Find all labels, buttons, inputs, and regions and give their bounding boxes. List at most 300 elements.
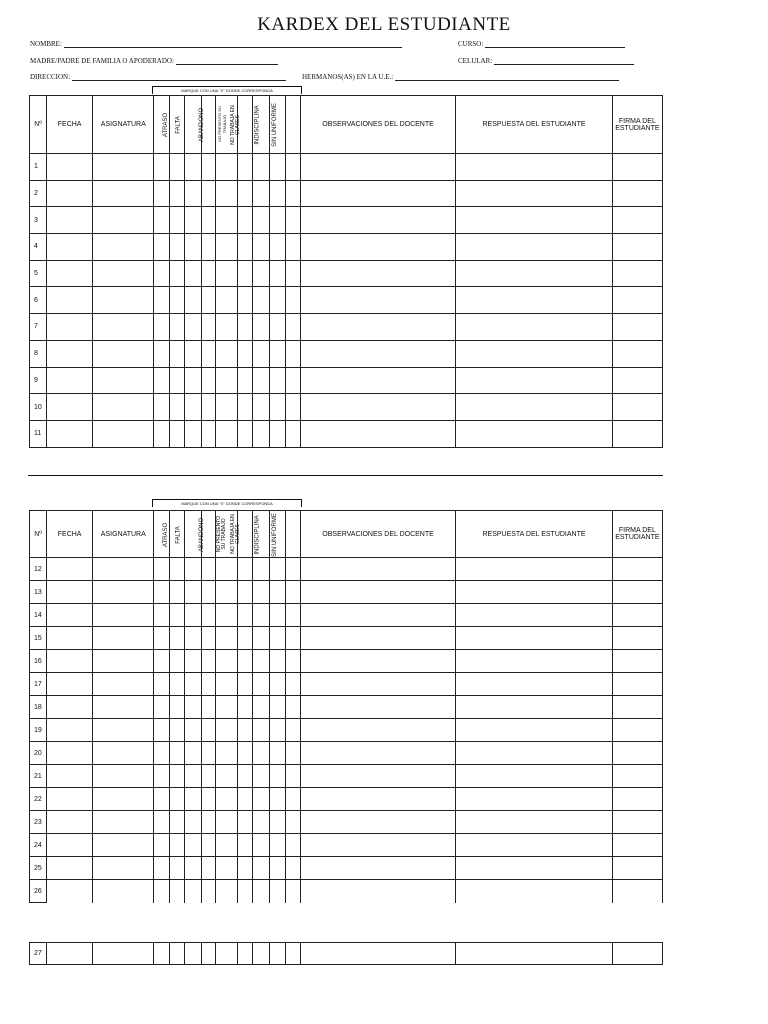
row-cell[interactable] <box>215 260 237 287</box>
row-cell[interactable] <box>300 943 455 965</box>
row-cell[interactable] <box>93 742 154 765</box>
row-cell[interactable] <box>237 765 252 788</box>
row-cell[interactable] <box>185 673 201 696</box>
row-cell[interactable] <box>93 604 154 627</box>
row-cell[interactable] <box>170 420 185 447</box>
row-cell[interactable] <box>456 314 612 341</box>
celular-field[interactable] <box>458 57 634 65</box>
row-cell[interactable] <box>201 719 215 742</box>
row-cell[interactable] <box>237 394 252 421</box>
row-cell[interactable] <box>170 742 185 765</box>
row-cell[interactable] <box>154 581 170 604</box>
row-cell[interactable] <box>612 788 662 811</box>
row-cell[interactable] <box>170 696 185 719</box>
row-cell[interactable] <box>252 627 269 650</box>
row-cell[interactable] <box>300 742 455 765</box>
row-cell[interactable] <box>201 234 215 261</box>
row-cell[interactable] <box>93 627 154 650</box>
row-cell[interactable] <box>170 180 185 207</box>
madre-padre-line[interactable] <box>176 57 278 65</box>
row-cell[interactable] <box>300 673 455 696</box>
row-cell[interactable] <box>269 673 285 696</box>
row-cell[interactable] <box>215 314 237 341</box>
row-cell[interactable] <box>47 696 93 719</box>
row-cell[interactable] <box>612 420 662 447</box>
row-cell[interactable] <box>237 420 252 447</box>
row-cell[interactable] <box>154 340 170 367</box>
row-cell[interactable] <box>185 943 201 965</box>
row-cell[interactable] <box>170 314 185 341</box>
row-cell[interactable] <box>47 558 93 581</box>
nombre-field[interactable] <box>30 40 402 48</box>
row-cell[interactable] <box>612 880 662 903</box>
row-cell[interactable] <box>93 811 154 834</box>
row-cell[interactable] <box>170 558 185 581</box>
row-cell[interactable] <box>237 604 252 627</box>
row-cell[interactable] <box>269 260 285 287</box>
row-cell[interactable] <box>47 234 93 261</box>
row-cell[interactable] <box>47 207 93 234</box>
row-cell[interactable] <box>154 765 170 788</box>
row-cell[interactable] <box>154 260 170 287</box>
row-cell[interactable] <box>215 604 237 627</box>
row-cell[interactable] <box>612 581 662 604</box>
direccion-line[interactable] <box>72 73 286 81</box>
row-cell[interactable] <box>612 287 662 314</box>
row-cell[interactable] <box>93 420 154 447</box>
row-cell[interactable] <box>285 650 300 673</box>
row-cell[interactable] <box>185 788 201 811</box>
curso-field[interactable] <box>458 40 625 48</box>
row-cell[interactable] <box>170 287 185 314</box>
row-cell[interactable] <box>185 420 201 447</box>
row-cell[interactable] <box>170 154 185 181</box>
row-cell[interactable] <box>269 742 285 765</box>
row-cell[interactable] <box>154 650 170 673</box>
row-cell[interactable] <box>47 834 93 857</box>
row-cell[interactable] <box>93 207 154 234</box>
row-cell[interactable] <box>237 234 252 261</box>
row-cell[interactable] <box>269 943 285 965</box>
row-cell[interactable] <box>252 340 269 367</box>
row-cell[interactable] <box>93 234 154 261</box>
row-cell[interactable] <box>47 314 93 341</box>
row-cell[interactable] <box>154 943 170 965</box>
row-cell[interactable] <box>612 180 662 207</box>
row-cell[interactable] <box>269 367 285 394</box>
row-cell[interactable] <box>269 811 285 834</box>
row-cell[interactable] <box>237 880 252 903</box>
row-cell[interactable] <box>456 287 612 314</box>
row-cell[interactable] <box>612 234 662 261</box>
row-cell[interactable] <box>252 811 269 834</box>
row-cell[interactable] <box>185 719 201 742</box>
row-cell[interactable] <box>185 581 201 604</box>
row-cell[interactable] <box>300 604 455 627</box>
row-cell[interactable] <box>252 650 269 673</box>
row-cell[interactable] <box>154 394 170 421</box>
row-cell[interactable] <box>300 180 455 207</box>
celular-line[interactable] <box>494 57 634 65</box>
nombre-line[interactable] <box>64 40 402 48</box>
row-cell[interactable] <box>154 420 170 447</box>
row-cell[interactable] <box>170 367 185 394</box>
row-cell[interactable] <box>170 207 185 234</box>
row-cell[interactable] <box>300 719 455 742</box>
row-cell[interactable] <box>154 627 170 650</box>
row-cell[interactable] <box>612 207 662 234</box>
row-cell[interactable] <box>237 287 252 314</box>
row-cell[interactable] <box>456 650 612 673</box>
row-cell[interactable] <box>215 420 237 447</box>
row-cell[interactable] <box>185 604 201 627</box>
row-cell[interactable] <box>612 650 662 673</box>
row-cell[interactable] <box>285 765 300 788</box>
row-cell[interactable] <box>185 765 201 788</box>
row-cell[interactable] <box>154 719 170 742</box>
row-cell[interactable] <box>252 234 269 261</box>
row-cell[interactable] <box>300 340 455 367</box>
row-cell[interactable] <box>612 260 662 287</box>
row-cell[interactable] <box>47 340 93 367</box>
row-cell[interactable] <box>201 765 215 788</box>
row-cell[interactable] <box>215 558 237 581</box>
row-cell[interactable] <box>612 742 662 765</box>
row-cell[interactable] <box>269 558 285 581</box>
row-cell[interactable] <box>252 207 269 234</box>
row-cell[interactable] <box>154 234 170 261</box>
row-cell[interactable] <box>456 788 612 811</box>
row-cell[interactable] <box>47 719 93 742</box>
row-cell[interactable] <box>201 287 215 314</box>
row-cell[interactable] <box>201 260 215 287</box>
row-cell[interactable] <box>154 287 170 314</box>
row-cell[interactable] <box>285 367 300 394</box>
row-cell[interactable] <box>47 943 93 965</box>
row-cell[interactable] <box>285 558 300 581</box>
row-cell[interactable] <box>612 696 662 719</box>
row-cell[interactable] <box>185 154 201 181</box>
row-cell[interactable] <box>612 627 662 650</box>
row-cell[interactable] <box>252 260 269 287</box>
row-cell[interactable] <box>93 394 154 421</box>
row-cell[interactable] <box>215 394 237 421</box>
row-cell[interactable] <box>252 696 269 719</box>
row-cell[interactable] <box>237 742 252 765</box>
row-cell[interactable] <box>185 340 201 367</box>
row-cell[interactable] <box>93 696 154 719</box>
row-cell[interactable] <box>215 834 237 857</box>
row-cell[interactable] <box>47 154 93 181</box>
row-cell[interactable] <box>185 180 201 207</box>
row-cell[interactable] <box>285 207 300 234</box>
row-cell[interactable] <box>185 367 201 394</box>
row-cell[interactable] <box>300 367 455 394</box>
row-cell[interactable] <box>285 154 300 181</box>
row-cell[interactable] <box>185 394 201 421</box>
row-cell[interactable] <box>612 367 662 394</box>
row-cell[interactable] <box>201 650 215 673</box>
row-cell[interactable] <box>252 834 269 857</box>
row-cell[interactable] <box>612 857 662 880</box>
row-cell[interactable] <box>612 719 662 742</box>
row-cell[interactable] <box>170 834 185 857</box>
row-cell[interactable] <box>269 314 285 341</box>
row-cell[interactable] <box>215 857 237 880</box>
row-cell[interactable] <box>170 604 185 627</box>
row-cell[interactable] <box>252 765 269 788</box>
row-cell[interactable] <box>47 581 93 604</box>
hermanos-line[interactable] <box>395 73 619 81</box>
row-cell[interactable] <box>215 340 237 367</box>
row-cell[interactable] <box>237 314 252 341</box>
row-cell[interactable] <box>215 880 237 903</box>
row-cell[interactable] <box>237 696 252 719</box>
row-cell[interactable] <box>154 207 170 234</box>
row-cell[interactable] <box>154 834 170 857</box>
row-cell[interactable] <box>170 880 185 903</box>
row-cell[interactable] <box>170 234 185 261</box>
row-cell[interactable] <box>285 943 300 965</box>
row-cell[interactable] <box>612 394 662 421</box>
row-cell[interactable] <box>300 234 455 261</box>
row-cell[interactable] <box>215 234 237 261</box>
row-cell[interactable] <box>215 673 237 696</box>
row-cell[interactable] <box>285 788 300 811</box>
row-cell[interactable] <box>47 287 93 314</box>
row-cell[interactable] <box>285 880 300 903</box>
row-cell[interactable] <box>47 604 93 627</box>
row-cell[interactable] <box>252 287 269 314</box>
row-cell[interactable] <box>252 742 269 765</box>
row-cell[interactable] <box>456 880 612 903</box>
row-cell[interactable] <box>215 154 237 181</box>
row-cell[interactable] <box>237 857 252 880</box>
row-cell[interactable] <box>456 696 612 719</box>
row-cell[interactable] <box>185 696 201 719</box>
row-cell[interactable] <box>185 234 201 261</box>
row-cell[interactable] <box>252 180 269 207</box>
row-cell[interactable] <box>612 154 662 181</box>
row-cell[interactable] <box>185 650 201 673</box>
row-cell[interactable] <box>285 742 300 765</box>
row-cell[interactable] <box>252 314 269 341</box>
row-cell[interactable] <box>170 943 185 965</box>
row-cell[interactable] <box>300 260 455 287</box>
row-cell[interactable] <box>237 834 252 857</box>
row-cell[interactable] <box>269 650 285 673</box>
row-cell[interactable] <box>237 260 252 287</box>
row-cell[interactable] <box>237 627 252 650</box>
row-cell[interactable] <box>456 943 612 965</box>
row-cell[interactable] <box>201 180 215 207</box>
row-cell[interactable] <box>93 943 154 965</box>
row-cell[interactable] <box>93 673 154 696</box>
row-cell[interactable] <box>285 260 300 287</box>
row-cell[interactable] <box>300 880 455 903</box>
row-cell[interactable] <box>269 581 285 604</box>
row-cell[interactable] <box>456 234 612 261</box>
row-cell[interactable] <box>201 558 215 581</box>
row-cell[interactable] <box>252 394 269 421</box>
row-cell[interactable] <box>456 420 612 447</box>
row-cell[interactable] <box>154 604 170 627</box>
row-cell[interactable] <box>201 314 215 341</box>
row-cell[interactable] <box>185 260 201 287</box>
row-cell[interactable] <box>252 420 269 447</box>
row-cell[interactable] <box>170 719 185 742</box>
row-cell[interactable] <box>185 627 201 650</box>
row-cell[interactable] <box>456 834 612 857</box>
row-cell[interactable] <box>300 627 455 650</box>
row-cell[interactable] <box>269 234 285 261</box>
row-cell[interactable] <box>237 650 252 673</box>
row-cell[interactable] <box>285 811 300 834</box>
row-cell[interactable] <box>47 811 93 834</box>
row-cell[interactable] <box>285 234 300 261</box>
row-cell[interactable] <box>47 260 93 287</box>
row-cell[interactable] <box>269 604 285 627</box>
row-cell[interactable] <box>201 742 215 765</box>
row-cell[interactable] <box>285 394 300 421</box>
row-cell[interactable] <box>252 880 269 903</box>
row-cell[interactable] <box>300 154 455 181</box>
row-cell[interactable] <box>170 811 185 834</box>
row-cell[interactable] <box>456 367 612 394</box>
row-cell[interactable] <box>269 788 285 811</box>
row-cell[interactable] <box>215 765 237 788</box>
row-cell[interactable] <box>154 558 170 581</box>
row-cell[interactable] <box>612 834 662 857</box>
row-cell[interactable] <box>456 154 612 181</box>
row-cell[interactable] <box>252 367 269 394</box>
row-cell[interactable] <box>300 834 455 857</box>
row-cell[interactable] <box>300 420 455 447</box>
row-cell[interactable] <box>170 581 185 604</box>
row-cell[interactable] <box>47 627 93 650</box>
row-cell[interactable] <box>456 857 612 880</box>
row-cell[interactable] <box>170 857 185 880</box>
row-cell[interactable] <box>93 180 154 207</box>
row-cell[interactable] <box>215 943 237 965</box>
row-cell[interactable] <box>201 943 215 965</box>
row-cell[interactable] <box>215 811 237 834</box>
row-cell[interactable] <box>269 180 285 207</box>
row-cell[interactable] <box>456 765 612 788</box>
row-cell[interactable] <box>252 943 269 965</box>
row-cell[interactable] <box>269 834 285 857</box>
row-cell[interactable] <box>201 834 215 857</box>
row-cell[interactable] <box>456 604 612 627</box>
row-cell[interactable] <box>201 857 215 880</box>
row-cell[interactable] <box>269 857 285 880</box>
row-cell[interactable] <box>47 742 93 765</box>
row-cell[interactable] <box>285 719 300 742</box>
row-cell[interactable] <box>154 742 170 765</box>
row-cell[interactable] <box>215 287 237 314</box>
row-cell[interactable] <box>47 420 93 447</box>
row-cell[interactable] <box>170 260 185 287</box>
row-cell[interactable] <box>300 394 455 421</box>
row-cell[interactable] <box>237 581 252 604</box>
direccion-field[interactable] <box>30 73 286 81</box>
row-cell[interactable] <box>285 673 300 696</box>
row-cell[interactable] <box>170 788 185 811</box>
row-cell[interactable] <box>285 857 300 880</box>
row-cell[interactable] <box>456 811 612 834</box>
row-cell[interactable] <box>285 627 300 650</box>
row-cell[interactable] <box>456 340 612 367</box>
row-cell[interactable] <box>201 154 215 181</box>
row-cell[interactable] <box>300 287 455 314</box>
row-cell[interactable] <box>93 314 154 341</box>
row-cell[interactable] <box>285 604 300 627</box>
row-cell[interactable] <box>300 314 455 341</box>
row-cell[interactable] <box>612 765 662 788</box>
row-cell[interactable] <box>612 811 662 834</box>
row-cell[interactable] <box>201 627 215 650</box>
row-cell[interactable] <box>201 581 215 604</box>
row-cell[interactable] <box>154 811 170 834</box>
row-cell[interactable] <box>285 180 300 207</box>
row-cell[interactable] <box>285 314 300 341</box>
row-cell[interactable] <box>93 340 154 367</box>
row-cell[interactable] <box>269 627 285 650</box>
row-cell[interactable] <box>269 420 285 447</box>
row-cell[interactable] <box>93 719 154 742</box>
row-cell[interactable] <box>201 811 215 834</box>
row-cell[interactable] <box>612 340 662 367</box>
hermanos-field[interactable] <box>302 73 619 81</box>
row-cell[interactable] <box>285 340 300 367</box>
row-cell[interactable] <box>185 314 201 341</box>
row-cell[interactable] <box>456 627 612 650</box>
row-cell[interactable] <box>154 673 170 696</box>
row-cell[interactable] <box>612 604 662 627</box>
row-cell[interactable] <box>252 604 269 627</box>
row-cell[interactable] <box>456 260 612 287</box>
row-cell[interactable] <box>215 650 237 673</box>
row-cell[interactable] <box>215 696 237 719</box>
curso-line[interactable] <box>485 40 625 48</box>
row-cell[interactable] <box>285 420 300 447</box>
row-cell[interactable] <box>215 719 237 742</box>
row-cell[interactable] <box>215 627 237 650</box>
row-cell[interactable] <box>93 765 154 788</box>
row-cell[interactable] <box>252 154 269 181</box>
row-cell[interactable] <box>201 340 215 367</box>
row-cell[interactable] <box>456 180 612 207</box>
row-cell[interactable] <box>237 788 252 811</box>
row-cell[interactable] <box>612 943 662 965</box>
row-cell[interactable] <box>170 650 185 673</box>
row-cell[interactable] <box>93 857 154 880</box>
row-cell[interactable] <box>170 627 185 650</box>
row-cell[interactable] <box>185 834 201 857</box>
row-cell[interactable] <box>201 696 215 719</box>
row-cell[interactable] <box>612 314 662 341</box>
row-cell[interactable] <box>237 340 252 367</box>
row-cell[interactable] <box>300 650 455 673</box>
row-cell[interactable] <box>201 207 215 234</box>
row-cell[interactable] <box>201 673 215 696</box>
row-cell[interactable] <box>93 260 154 287</box>
row-cell[interactable] <box>285 696 300 719</box>
row-cell[interactable] <box>300 811 455 834</box>
row-cell[interactable] <box>215 207 237 234</box>
madre-padre-field[interactable] <box>30 57 278 65</box>
row-cell[interactable] <box>47 880 93 903</box>
